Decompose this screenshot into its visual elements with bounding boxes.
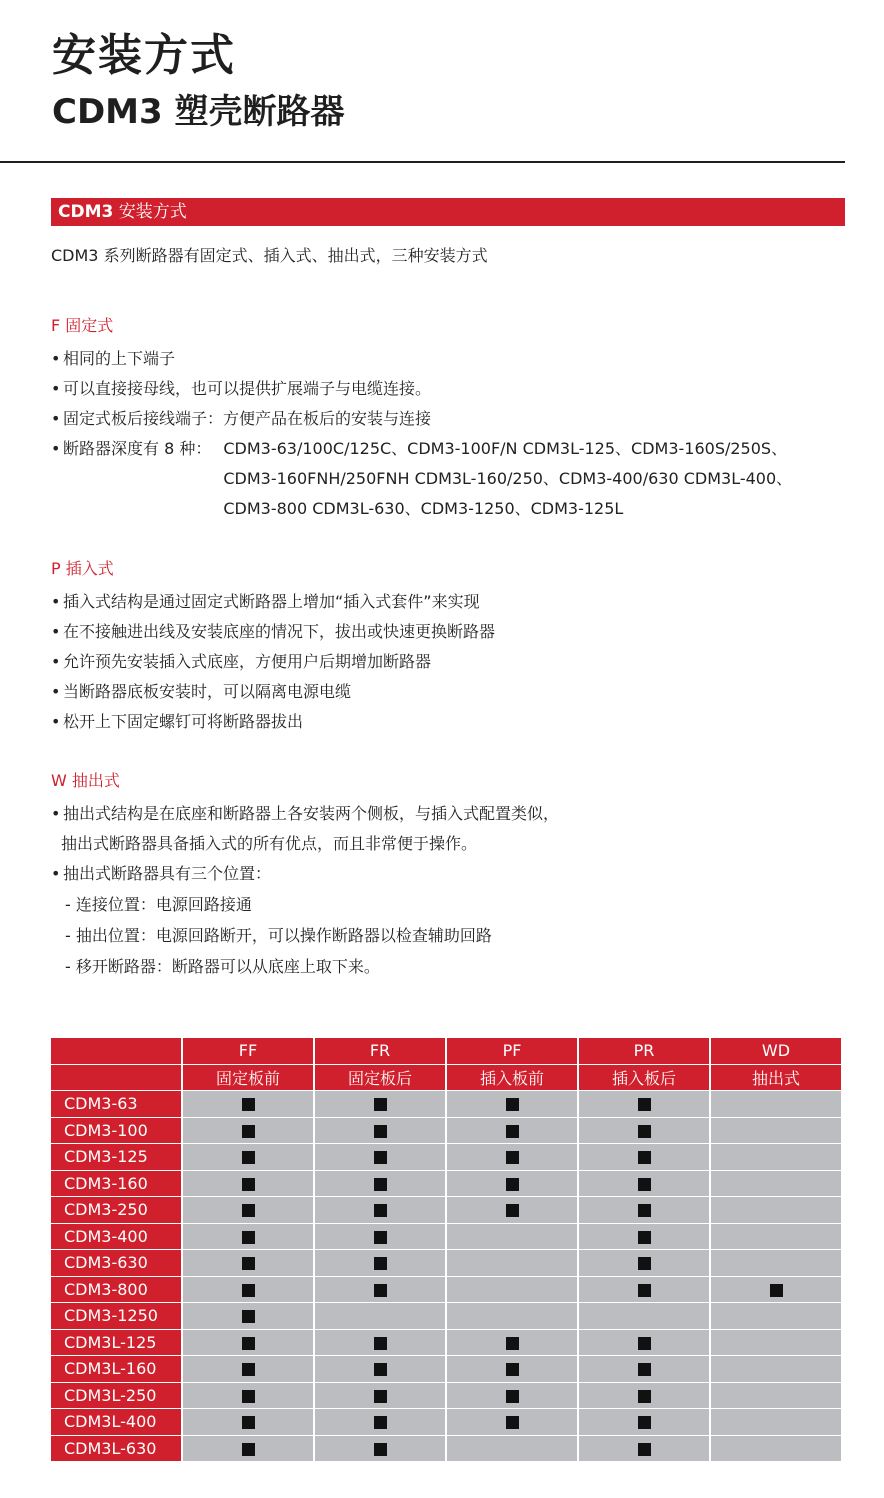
option-cell <box>447 1409 577 1435</box>
option-cell <box>315 1224 445 1250</box>
depth-label: 断路器深度有 8 种： <box>63 439 212 458</box>
available-mark-icon <box>638 1178 651 1191</box>
table-body <box>51 1091 841 1461</box>
option-cell <box>579 1356 709 1382</box>
table-row <box>51 1091 841 1117</box>
option-cell <box>579 1409 709 1435</box>
available-mark-icon <box>506 1204 519 1217</box>
available-mark-icon <box>374 1125 387 1138</box>
option-cell <box>315 1303 445 1329</box>
option-cell <box>183 1383 313 1409</box>
option-cell <box>447 1277 577 1303</box>
list-item: • 相同的上下端子 <box>51 344 792 374</box>
model-cell: CDM3L-125 <box>51 1330 181 1356</box>
plugin-group <box>51 557 495 737</box>
available-mark-icon <box>638 1284 651 1297</box>
list-item: • 抽出式结构是在底座和断路器上各安装两个侧板，与插入式配置类似， <box>51 799 559 829</box>
available-mark-icon <box>638 1125 651 1138</box>
intro-text: CDM3 系列断路器有固定式、插入式、抽出式，三种安装方式 <box>51 246 488 265</box>
option-cell <box>447 1091 577 1117</box>
table-header-row <box>51 1065 841 1091</box>
table-row <box>51 1118 841 1144</box>
option-cell <box>183 1356 313 1382</box>
available-mark-icon <box>242 1363 255 1376</box>
bullet: • <box>51 349 61 368</box>
available-mark-icon <box>506 1416 519 1429</box>
option-cell <box>579 1250 709 1276</box>
depth-line: CDM3-800 CDM3L-630、CDM3-1250、CDM3-125L <box>223 499 624 518</box>
table-corner <box>51 1065 181 1091</box>
available-mark-icon <box>374 1390 387 1403</box>
option-cell <box>711 1436 841 1462</box>
option-cell <box>183 1197 313 1223</box>
available-mark-icon <box>242 1390 255 1403</box>
option-cell <box>579 1224 709 1250</box>
available-mark-icon <box>506 1151 519 1164</box>
list-item: • 松开上下固定螺钉可将断路器拔出 <box>51 707 495 737</box>
col-name: 插入板前 <box>447 1065 577 1091</box>
model-cell: CDM3-125 <box>51 1144 181 1170</box>
available-mark-icon <box>374 1416 387 1429</box>
header-divider <box>0 161 845 163</box>
option-cell <box>579 1171 709 1197</box>
depth-list-item <box>51 434 792 524</box>
option-cell <box>447 1250 577 1276</box>
available-mark-icon <box>374 1204 387 1217</box>
available-mark-icon <box>374 1257 387 1270</box>
option-cell <box>579 1277 709 1303</box>
option-cell <box>447 1118 577 1144</box>
option-cell <box>183 1118 313 1144</box>
available-mark-icon <box>242 1125 255 1138</box>
option-cell <box>579 1383 709 1409</box>
table-row <box>51 1383 841 1409</box>
option-cell <box>315 1197 445 1223</box>
option-cell <box>711 1356 841 1382</box>
available-mark-icon <box>638 1098 651 1111</box>
list-item: • 允许预先安装插入式底座，方便用户后期增加断路器 <box>51 647 495 677</box>
available-mark-icon <box>638 1257 651 1270</box>
bullet: • <box>51 804 61 823</box>
available-mark-icon <box>638 1416 651 1429</box>
table-row <box>51 1277 841 1303</box>
col-code: FR <box>315 1038 445 1064</box>
list-item: • 在不接触进出线及安装底座的情况下，拔出或快速更换断路器 <box>51 617 495 647</box>
option-cell <box>183 1409 313 1435</box>
col-code: WD <box>711 1038 841 1064</box>
table-row <box>51 1409 841 1435</box>
available-mark-icon <box>374 1178 387 1191</box>
available-mark-icon <box>506 1363 519 1376</box>
option-cell <box>579 1118 709 1144</box>
bullet: • <box>51 652 61 671</box>
model-cell: CDM3L-250 <box>51 1383 181 1409</box>
available-mark-icon <box>242 1098 255 1111</box>
table-row <box>51 1224 841 1250</box>
available-mark-icon <box>638 1363 651 1376</box>
section-header <box>51 198 845 226</box>
available-mark-icon <box>242 1416 255 1429</box>
bullet: • <box>51 592 61 611</box>
option-cell <box>711 1330 841 1356</box>
option-cell <box>447 1330 577 1356</box>
option-cell <box>711 1118 841 1144</box>
col-code: PF <box>447 1038 577 1064</box>
available-mark-icon <box>374 1284 387 1297</box>
model-cell: CDM3L-630 <box>51 1436 181 1462</box>
option-cell <box>579 1303 709 1329</box>
list-item: • 固定式板后接线端子：方便产品在板后的安装与连接 <box>51 404 792 434</box>
option-cell <box>183 1171 313 1197</box>
option-cell <box>447 1356 577 1382</box>
installation-table <box>49 1037 843 1462</box>
option-cell <box>183 1091 313 1117</box>
option-cell <box>711 1409 841 1435</box>
col-code: FF <box>183 1038 313 1064</box>
model-cell: CDM3-250 <box>51 1197 181 1223</box>
list-item-continuation: 抽出式断路器具备插入式的所有优点，而且非常便于操作。 <box>61 834 478 853</box>
bullet: • <box>51 439 61 458</box>
option-cell <box>447 1144 577 1170</box>
available-mark-icon <box>374 1151 387 1164</box>
available-mark-icon <box>506 1390 519 1403</box>
bullet: • <box>51 379 61 398</box>
available-mark-icon <box>242 1443 255 1456</box>
available-mark-icon <box>242 1337 255 1350</box>
option-cell <box>315 1409 445 1435</box>
available-mark-icon <box>638 1151 651 1164</box>
option-cell <box>447 1303 577 1329</box>
table-header-row <box>51 1038 841 1064</box>
available-mark-icon <box>242 1284 255 1297</box>
page-subtitle: CDM3 塑壳断路器 <box>52 92 345 132</box>
available-mark-icon <box>242 1178 255 1191</box>
model-cell: CDM3-63 <box>51 1091 181 1117</box>
list-item: • 当断路器底板安装时，可以隔离电源电缆 <box>51 677 495 707</box>
option-cell <box>711 1277 841 1303</box>
model-cell: CDM3-1250 <box>51 1303 181 1329</box>
option-cell <box>183 1436 313 1462</box>
position-item: - 移开断路器：断路器可以从底座上取下来。 <box>65 957 380 976</box>
available-mark-icon <box>638 1204 651 1217</box>
bullet: • <box>51 712 61 731</box>
depth-line: CDM3-63/100C/125C、CDM3-100F/N CDM3L-125、CDM3-160S/250S、 <box>223 439 788 458</box>
table-row <box>51 1171 841 1197</box>
table-row <box>51 1197 841 1223</box>
option-cell <box>579 1197 709 1223</box>
available-mark-icon <box>770 1284 783 1297</box>
model-cell: CDM3L-160 <box>51 1356 181 1382</box>
withdrawable-group <box>51 769 559 982</box>
table-corner <box>51 1038 181 1064</box>
table-row <box>51 1356 841 1382</box>
list-item: • 可以直接接母线，也可以提供扩展端子与电缆连接。 <box>51 374 792 404</box>
model-cell: CDM3-100 <box>51 1118 181 1144</box>
col-name: 固定板前 <box>183 1065 313 1091</box>
option-cell <box>711 1144 841 1170</box>
option-cell <box>315 1356 445 1382</box>
option-cell <box>711 1383 841 1409</box>
model-cell: CDM3-400 <box>51 1224 181 1250</box>
available-mark-icon <box>242 1151 255 1164</box>
page-title: 安装方式 <box>52 30 236 81</box>
available-mark-icon <box>374 1337 387 1350</box>
fixed-title: F 固定式 <box>51 316 114 335</box>
bullet: • <box>51 409 61 428</box>
model-cell: CDM3-160 <box>51 1171 181 1197</box>
withdrawable-title: W 抽出式 <box>51 771 120 790</box>
option-cell <box>315 1144 445 1170</box>
list-item: • 抽出式断路器具有三个位置： <box>51 859 559 889</box>
option-cell <box>447 1171 577 1197</box>
option-cell <box>315 1277 445 1303</box>
option-cell <box>447 1383 577 1409</box>
bullet: • <box>51 682 61 701</box>
table-row <box>51 1250 841 1276</box>
option-cell <box>711 1224 841 1250</box>
option-cell <box>711 1250 841 1276</box>
option-cell <box>315 1171 445 1197</box>
option-cell <box>183 1303 313 1329</box>
available-mark-icon <box>242 1310 255 1323</box>
available-mark-icon <box>638 1390 651 1403</box>
table-row <box>51 1144 841 1170</box>
col-code: PR <box>579 1038 709 1064</box>
model-cell: CDM3L-400 <box>51 1409 181 1435</box>
option-cell <box>315 1436 445 1462</box>
option-cell <box>183 1144 313 1170</box>
option-cell <box>315 1091 445 1117</box>
option-cell <box>183 1224 313 1250</box>
available-mark-icon <box>242 1257 255 1270</box>
option-cell <box>579 1144 709 1170</box>
available-mark-icon <box>242 1231 255 1244</box>
table-row <box>51 1330 841 1356</box>
option-cell <box>579 1330 709 1356</box>
option-cell <box>183 1277 313 1303</box>
available-mark-icon <box>638 1337 651 1350</box>
option-cell <box>183 1330 313 1356</box>
col-name: 抽出式 <box>711 1065 841 1091</box>
col-name: 插入板后 <box>579 1065 709 1091</box>
available-mark-icon <box>638 1231 651 1244</box>
option-cell <box>447 1197 577 1223</box>
model-cell: CDM3-800 <box>51 1277 181 1303</box>
option-cell <box>711 1303 841 1329</box>
option-cell <box>711 1171 841 1197</box>
list-item: • 插入式结构是通过固定式断路器上增加“插入式套件”来实现 <box>51 587 495 617</box>
option-cell <box>711 1197 841 1223</box>
plugin-title: P 插入式 <box>51 559 114 578</box>
bullet: • <box>51 622 61 641</box>
available-mark-icon <box>374 1443 387 1456</box>
available-mark-icon <box>374 1098 387 1111</box>
available-mark-icon <box>506 1337 519 1350</box>
depth-line: CDM3-160FNH/250FNH CDM3L-160/250、CDM3-400/630 CDM3L-400、 <box>223 469 793 488</box>
option-cell <box>711 1091 841 1117</box>
option-cell <box>315 1250 445 1276</box>
position-item: - 连接位置：电源回路接通 <box>65 895 252 914</box>
available-mark-icon <box>506 1178 519 1191</box>
available-mark-icon <box>242 1204 255 1217</box>
option-cell <box>579 1091 709 1117</box>
model-cell: CDM3-630 <box>51 1250 181 1276</box>
option-cell <box>579 1436 709 1462</box>
fixed-group <box>51 314 792 524</box>
option-cell <box>315 1118 445 1144</box>
bullet: • <box>51 864 61 883</box>
option-cell <box>315 1383 445 1409</box>
position-item: - 抽出位置：电源回路断开，可以操作断路器以检查辅助回路 <box>65 926 492 945</box>
option-cell <box>447 1436 577 1462</box>
available-mark-icon <box>638 1443 651 1456</box>
table-row <box>51 1303 841 1329</box>
section-label: 安装方式 <box>118 202 187 222</box>
available-mark-icon <box>506 1125 519 1138</box>
available-mark-icon <box>374 1231 387 1244</box>
option-cell <box>183 1250 313 1276</box>
option-cell <box>447 1224 577 1250</box>
col-name: 固定板后 <box>315 1065 445 1091</box>
table-row <box>51 1436 841 1462</box>
available-mark-icon <box>506 1098 519 1111</box>
available-mark-icon <box>374 1363 387 1376</box>
option-cell <box>315 1330 445 1356</box>
section-code: CDM3 <box>58 202 114 222</box>
